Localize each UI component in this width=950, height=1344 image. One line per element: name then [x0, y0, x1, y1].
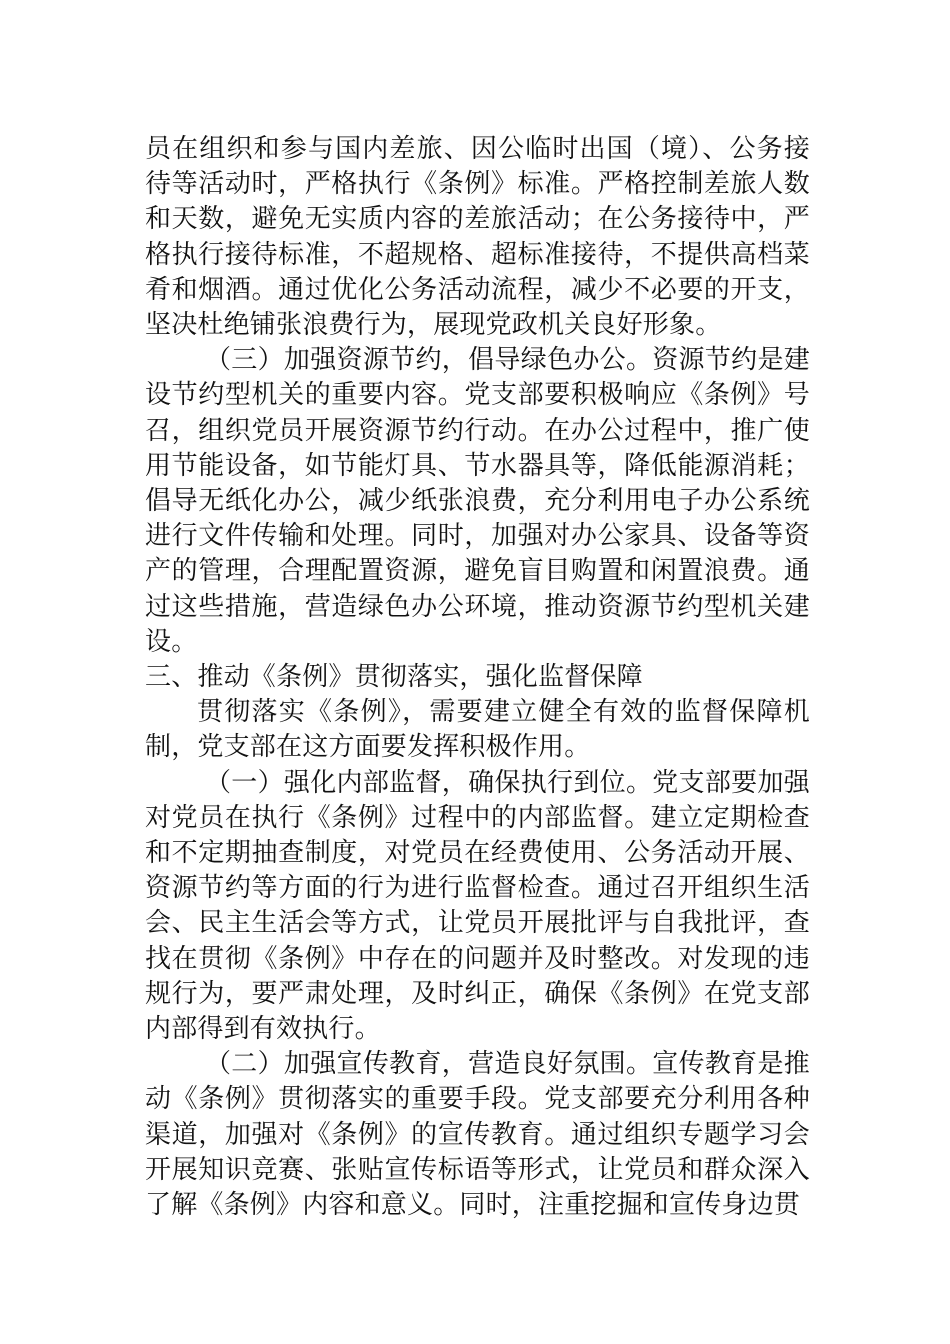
paragraph-continuation: 员在组织和参与国内差旅、因公临时出国（境）、公务接待等活动时，严格执行《条例》标准。严格控制差旅人数和天数，避免无实质内容的差旅活动；在公务接待中，严格执行接待标准，不超规格、超标准接待，不提供高档菜肴和烟酒。通过优化公务活动流程，减少不必要的开支，坚决杜绝铺张浪费行为，展现党政机关良好形象。 [145, 134, 810, 341]
document-body [145, 132, 810, 1223]
section-heading: 三、推动《条例》贯彻落实，强化监督保障 [145, 662, 643, 693]
paragraph-internal-supervision: （一）强化内部监督，确保执行到位。党支部要加强对党员在执行《条例》过程中的内部监督。建立定期检查和不定期抽查制度，对党员在经费使用、公务活动开展、资源节约等方面的行为进行监督检查。通过召开组织生活会、民主生活会等方式，让党员开展批评与自我批评，查找在贯彻《条例》中存在的问题并及时整改。对发现的违规行为，要严肃处理，及时纠正，确保《条例》在党支部内部得到有效执行。 [145, 767, 810, 1045]
paragraph-section-intro: 贯彻落实《条例》，需要建立健全有效的监督保障机制，党支部在这方面要发挥积极作用。 [145, 697, 810, 763]
paragraph-resource-saving: （三）加强资源节约，倡导绿色办公。资源节约是建设节约型机关的重要内容。党支部要积极响应《条例》号召，组织党员开展资源节约行动。在办公过程中，推广使用节能设备，如节能灯具、节水器具等，降低能源消耗；倡导无纸化办公，减少纸张浪费，充分利用电子办公系统进行文件传输和处理。同时，加强对办公家具、设备等资产的管理，合理配置资源，避免盲目购置和闲置浪费。通过这些措施，营造绿色办公环境，推动资源节约型机关建设。 [145, 345, 810, 657]
paragraph-publicity-education: （二）加强宣传教育，营造良好氛围。宣传教育是推动《条例》贯彻落实的重要手段。党支部要充分利用各种渠道，加强对《条例》的宣传教育。通过组织专题学习会开展知识竞赛、张贴宣传标语等形式，让党员和群众深入了解《条例》内容和意义。同时，注重挖掘和宣传身边贯 [145, 1049, 810, 1221]
